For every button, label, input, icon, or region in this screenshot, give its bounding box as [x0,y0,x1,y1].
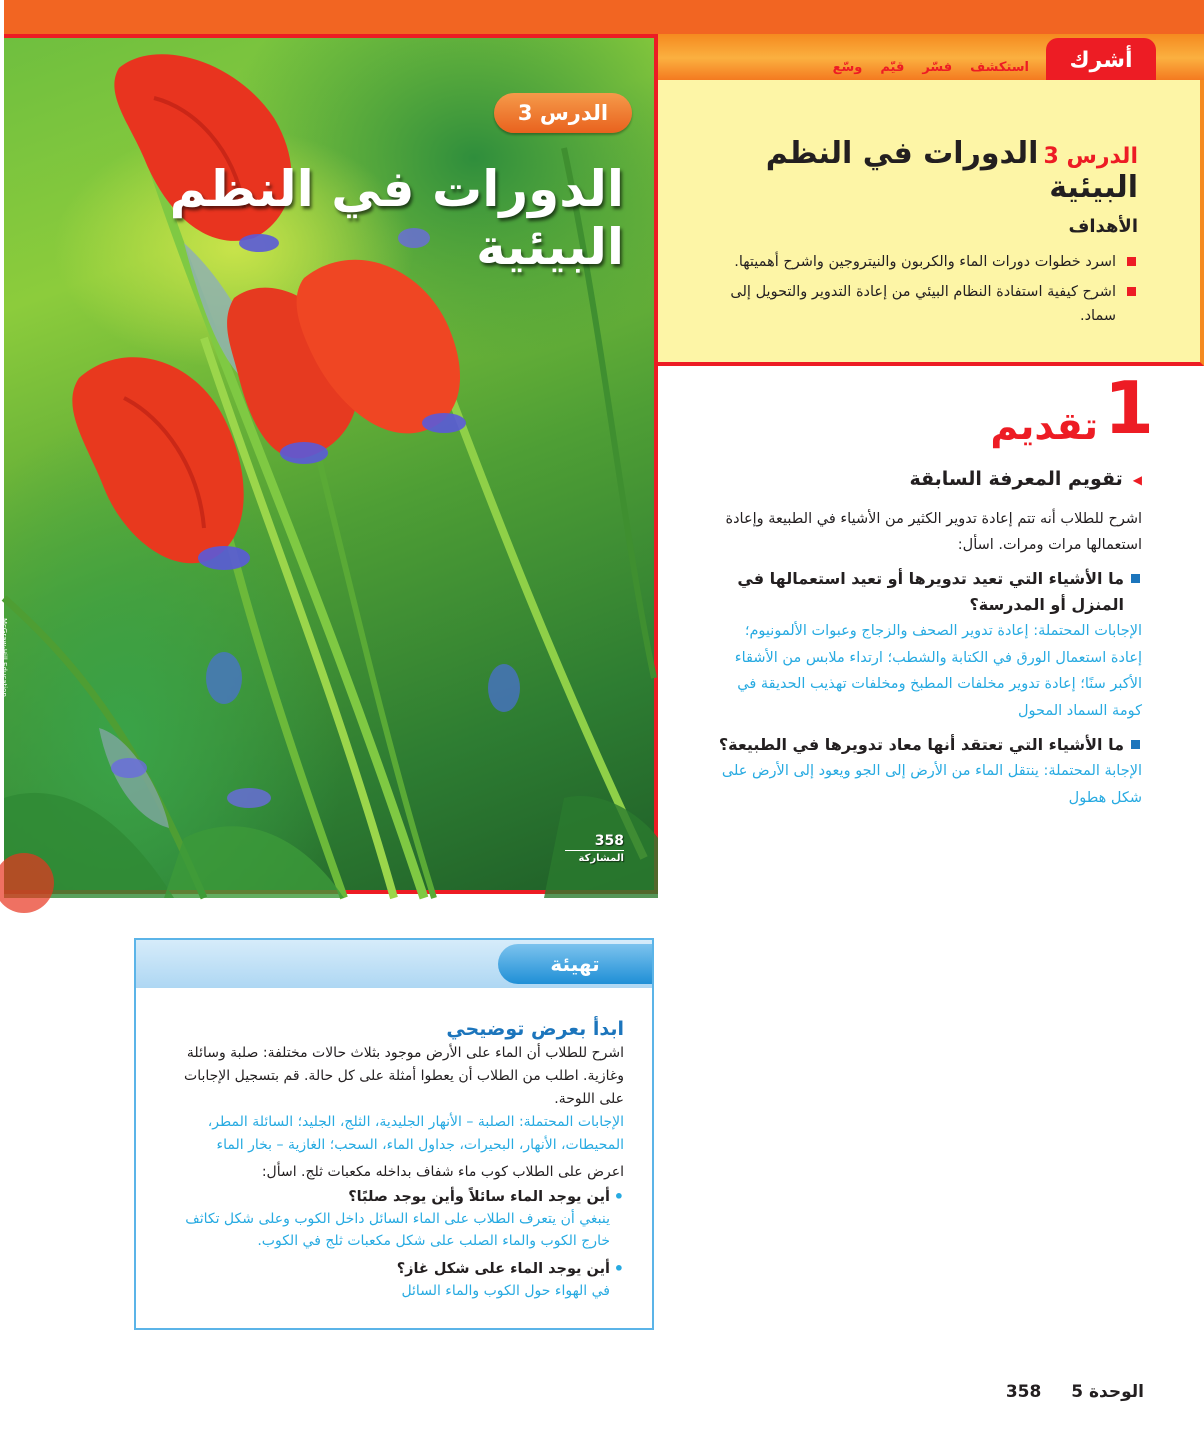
objectives-box [658,80,1204,366]
objectives-list [728,250,1138,334]
objectives-heading: الأهداف [1068,216,1138,237]
question-block [712,732,1142,811]
lesson-pill: الدرس 3 [494,93,632,133]
photo-page-num: 358 [565,834,624,851]
warmup-answer: الإجابات المحتملة: الصلبة – الأنهار الجليدية، الثلج، الجليد؛ السائلة المطر، المحيطات، الأنهار، البحيرات، جداول الماء، السحب؛ الغازية – بخار الماء [207,1114,624,1153]
engage-tab[interactable]: أشرك [1046,38,1156,82]
warmup-heading: ابدأ بعرض توضيحي [446,1018,624,1040]
objective-item: اشرح كيفية استفادة النظام البيئي من إعادة التدوير والتحويل إلى سماد. [728,280,1138,328]
lesson-heading [718,137,1138,205]
answer-text: الإجابة المحتملة: ينتقل الماء من الأرض إلى الجو ويعود إلى الأرض على شكل هطول [721,763,1142,806]
nav-explain[interactable]: فسّر [922,60,953,75]
phase-nav [833,60,1029,75]
photo-title: الدورات في النظم البيئية [169,160,624,276]
footer-page-number: 358 [1005,1382,1042,1402]
warmup-tab: تهيئة [498,944,652,984]
question-block [712,566,1142,724]
warmup-answer: في الهواء حول الكوب والماء السائل [401,1283,610,1299]
poppy-photo [0,34,658,894]
section-heading: ◀ تقويم المعرفة السابقة [909,468,1142,490]
focus-heading: تقديم [990,404,1098,448]
photo-page-number [565,834,624,866]
objective-item: اسرد خطوات دورات الماء والكربون والنيتروجين واشرح أهميتها. [728,250,1138,274]
question-text: ما الأشياء التي تعيد تدويرها أو تعيد استعمالها في المنزل أو المدرسة؟ [712,566,1142,618]
warmup-question: • أين يوجد الماء على شكل غاز؟ [162,1258,624,1280]
lesson-title: الدورات في النظم البيئية [765,136,1138,205]
warmup-answer: ينبغي أن يتعرف الطلاب على الماء السائل داخل الكوب وعلى شكل تكاثف خارج الكوب والماء الصلب على شكل مكعبات ثلج في الكوب. [185,1211,610,1249]
warmup-paragraph: اعرض على الطلاب كوب ماء شفاف بداخله مكعبات ثلج. اسأل: [261,1164,624,1180]
nav-extend[interactable]: وسّع [832,60,863,75]
page-footer [1006,1382,1144,1402]
footer-unit: الوحدة 5 [1071,1382,1144,1402]
lesson-label: الدرس 3 [1043,144,1138,169]
nav-evaluate[interactable]: قيّم [880,60,905,75]
warmup-paragraph: اشرح للطلاب أن الماء على الأرض موجود بثلاث حالات مختلفة: صلبة وسائلة وغازية. اطلب من الطلاب أن يعطوا أمثلة على كل حالة. قم بتسجيل الإجابات على اللوحة. [184,1045,624,1107]
warmup-question: • أين يوجد الماء سائلاً وأين يوجد صلبًا؟ [162,1186,624,1208]
warmup-content [162,1016,624,1302]
photo-credit: McGraw-Hill Education [0,618,8,697]
question-text: ما الأشياء التي تعتقد أنها معاد تدويرها في الطبيعة؟ [712,732,1142,758]
nav-explore[interactable]: استكشف [970,60,1029,75]
warmup-box [134,938,654,1330]
answer-text: الإجابات المحتملة: إعادة تدوير الصحف والزجاج وعبوات الألمونيوم؛ إعادة استعمال الورق في الكتابة والشطب؛ ارتداء ملابس من الأشقاء الأكبر سنًا؛ إعادة تدوير مخلفات المطبخ ومخلفات تهذيب الحديقة في كومة السماد المحول [734,623,1142,719]
focus-number: 1 [1103,366,1154,450]
intro-paragraph: اشرح للطلاب أنه تتم إعادة تدوير الكثير من الأشياء في الطبيعة وإعادة استعمالها مرات ومرات. اسأل: [725,511,1142,553]
photo-page-label: المشاركة [578,853,624,864]
